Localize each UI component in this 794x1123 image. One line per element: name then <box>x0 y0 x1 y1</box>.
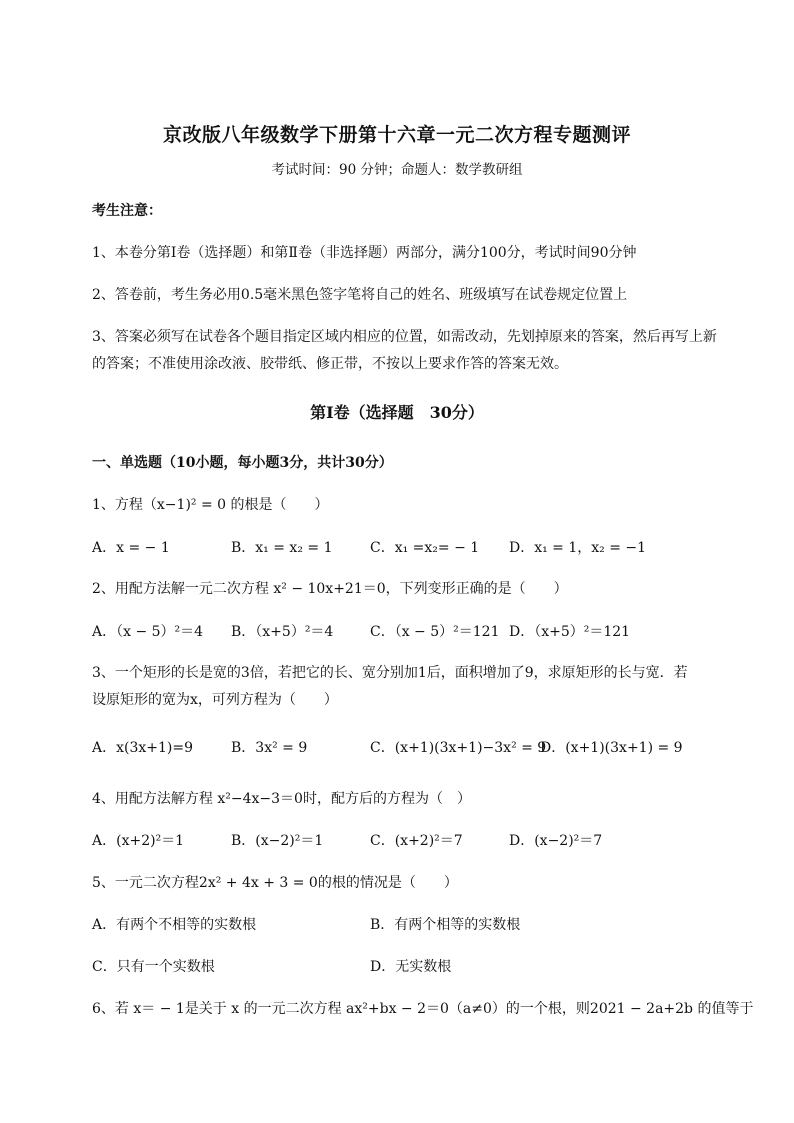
part-heading: 一、单选题（10小题，每小题3分，共计30分） <box>92 455 393 471</box>
question-4-option-b: B．(x−2)²＝1 <box>231 833 324 849</box>
notice-item-1: 1、本卷分第Ⅰ卷（选择题）和第Ⅱ卷（非选择题）两部分，满分100分，考试时间90分钟 <box>92 245 637 261</box>
question-1-option-b: B．x₁ = x₂ = 1 <box>231 540 333 556</box>
question-3-option-a: A．x(3x+1)=9 <box>92 740 194 756</box>
question-1-option-c: C．x₁ =x₂= − 1 <box>370 540 480 556</box>
question-5-option-c: C．只有一个实数根 <box>92 959 215 975</box>
question-5-option-a: A．有两个不相等的实数根 <box>92 917 257 933</box>
notice-item-3-cont: 的答案；不准使用涂改液、胶带纸、修正带，不按以上要求作答的答案无效。 <box>92 356 568 372</box>
notice-heading: 考生注意： <box>92 203 162 219</box>
page-title: 京改版八年级数学下册第十六章一元二次方程专题测评 <box>162 124 631 146</box>
question-3-option-d: D．(x+1)(3x+1) = 9 <box>540 740 683 756</box>
notice-item-2: 2、答卷前，考生务必用0.5毫米黑色签字笔将自己的姓名、班级填写在试卷规定位置上 <box>92 287 628 303</box>
question-3-option-b: B．3x² = 9 <box>231 740 308 756</box>
question-3-option-c: C．(x+1)(3x+1)−3x² = 9 <box>370 740 547 756</box>
page-subtitle: 考试时间：90 分钟；命题人：数学教研组 <box>271 162 523 178</box>
question-5-option-d: D．无实数根 <box>370 959 452 975</box>
question-2-option-d: D．（x+5）²＝121 <box>509 624 631 640</box>
question-6-stem: 6、若 x＝ − 1是关于 x 的一元二次方程 ax²+bx − 2＝0（a≠0）的一个根，则2021 − 2a+2b 的值等于 <box>92 1001 754 1017</box>
question-3-stem: 3、一个矩形的长是宽的3倍，若把它的长、宽分别加1后，面积增加了9，求原矩形的长与宽．若 <box>92 665 688 681</box>
question-1-option-a: A．x = − 1 <box>92 540 170 556</box>
question-2-option-b: B．（x+5）²＝4 <box>231 624 334 640</box>
question-4-stem: 4、用配方法解方程 x²−4x−3＝0时，配方后的方程为（ ） <box>92 791 471 807</box>
question-4-option-d: D．(x−2)²＝7 <box>509 833 603 849</box>
question-2-option-a: A．（x − 5）²＝4 <box>92 624 204 640</box>
section-title: 第Ⅰ卷（选择题 30分） <box>310 403 484 422</box>
notice-item-3: 3、答案必须写在试卷各个题目指定区域内相应的位置，如需改动，先划掉原来的答案，然后再写上新 <box>92 329 717 345</box>
question-1-stem: 1、方程（x−1)² = 0 的根是（ ） <box>92 497 329 513</box>
question-5-stem: 5、一元二次方程2x² + 4x + 3 = 0的根的情况是（ ） <box>92 875 458 891</box>
question-4-option-c: C．(x+2)²＝7 <box>370 833 463 849</box>
question-4-option-a: A．(x+2)²＝1 <box>92 833 185 849</box>
question-3-stem-cont: 设原矩形的宽为x，可列方程为（ ） <box>92 692 338 708</box>
question-2-option-c: C．（x − 5）²＝121 <box>370 624 500 640</box>
question-2-stem: 2、用配方法解一元二次方程 x² − 10x+21＝0，下列变形正确的是（ ） <box>92 581 568 597</box>
question-5-option-b: B．有两个相等的实数根 <box>370 917 521 933</box>
question-1-option-d: D．x₁ = 1，x₂ = −1 <box>509 540 647 556</box>
